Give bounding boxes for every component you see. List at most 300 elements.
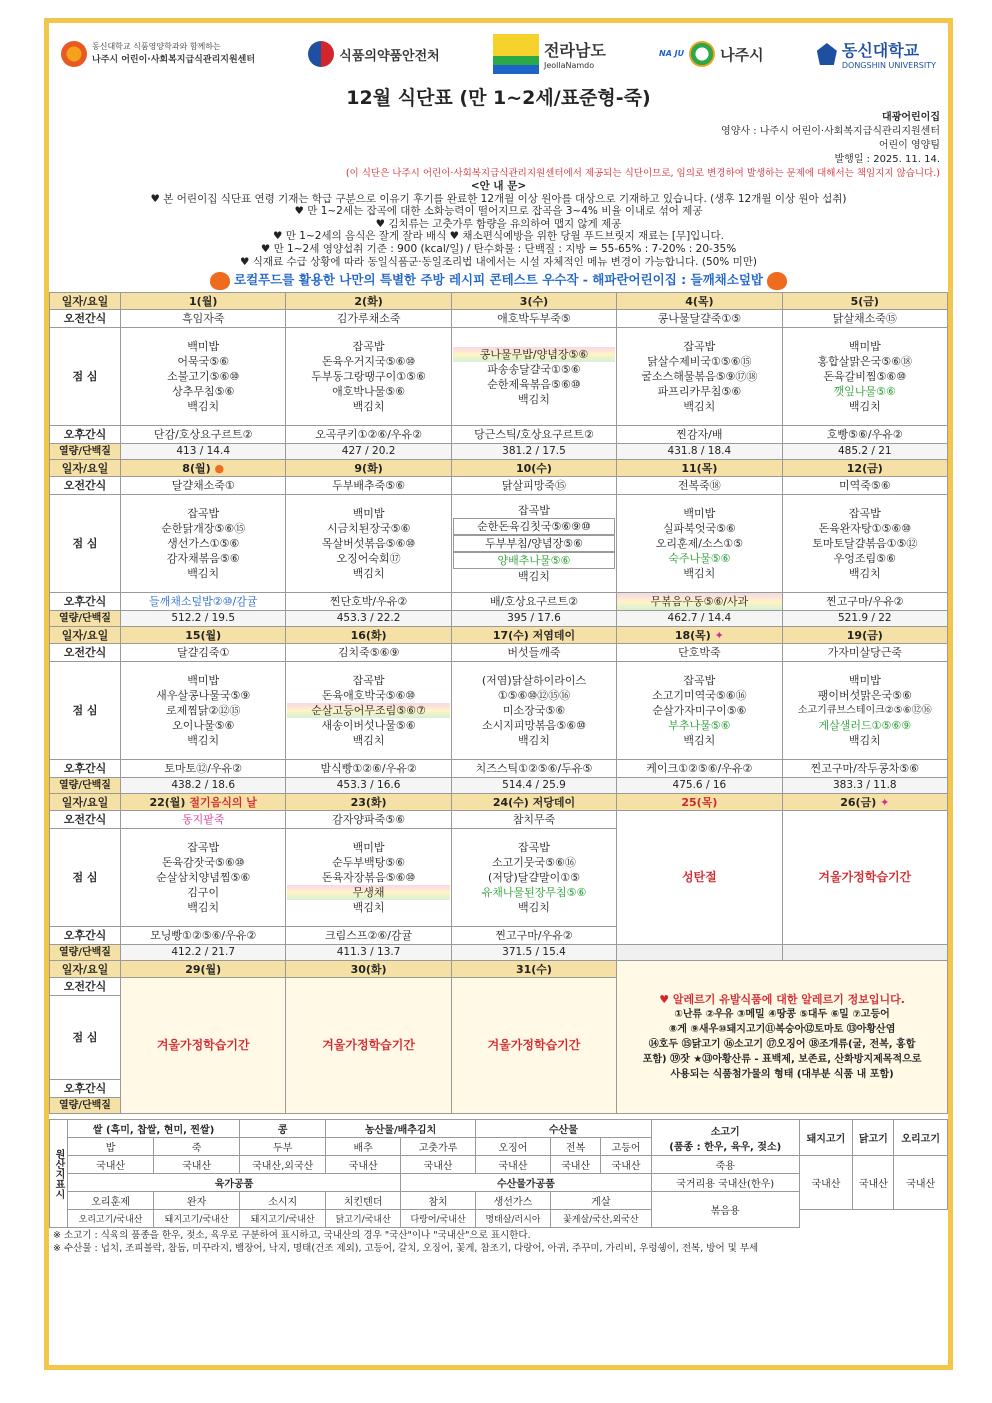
day-cell: 1(월): [121, 293, 286, 310]
chicken-origin: 국내산: [853, 1156, 894, 1210]
origin-sub: 배추: [326, 1138, 401, 1156]
day-cell: 5(금): [782, 293, 947, 310]
dish: 우엉조림⑤⑥: [833, 552, 896, 566]
pm-snack: 들깨채소덮밥②⑩/감귤: [121, 593, 286, 611]
dish: 잡곡밥: [187, 841, 220, 855]
dish: 백미밥: [848, 340, 881, 354]
dish: 소고기큐브스테이크②⑤⑥⑫⑯: [797, 705, 932, 717]
dish: 애호박나물⑤⑥: [332, 385, 406, 399]
dish: 잡곡밥: [352, 340, 385, 354]
nutrition-value: 521.9 / 22: [782, 611, 947, 627]
dish: 콩나물무밥/양념장⑤⑥: [453, 347, 615, 362]
nutrition-row: [50, 611, 948, 627]
dish: ①⑤⑥⑩⑫⑮⑯: [497, 689, 571, 703]
dish: 오징어숙회⑰: [336, 552, 401, 566]
dish: 유채나물된장무침⑤⑥: [481, 886, 587, 900]
am-snack: 콩나물달걀죽①⑤: [617, 310, 782, 328]
day-label: 일자/요일: [50, 961, 121, 978]
origin-sub: 게살: [550, 1192, 651, 1210]
dish: 잡곡밥: [518, 504, 550, 518]
pm-label: 오후간식: [50, 760, 121, 778]
nutrition-value: 383.3 / 11.8: [782, 778, 947, 794]
dish: 돈육갈비찜⑤⑥⑩: [823, 370, 907, 384]
lunch-label: 점 심: [50, 328, 121, 426]
lunch-row: [50, 328, 948, 426]
origin-value: 돼지고기/국내산: [154, 1210, 240, 1228]
dish: 백미밥: [352, 507, 385, 521]
pm-snack: 치즈스틱①②⑤⑥/두유⑤: [451, 760, 616, 778]
lunch-label: 점 심: [50, 829, 121, 927]
dish: 백미밥: [683, 507, 716, 521]
lunch-row: [50, 495, 948, 593]
am-snack: 김가루채소죽: [286, 310, 451, 328]
dish: 실파북엇국⑤⑥: [662, 522, 736, 536]
am-snack: 두부배추죽⑤⑥: [286, 477, 451, 495]
nutrition-value: 512.2 / 19.5: [121, 611, 286, 627]
dish: 닭살수제비국①⑤⑥⑮: [647, 355, 752, 369]
am-snack: 가자미살당근죽: [782, 644, 947, 662]
nutrition-label: 열량/단백질: [50, 778, 121, 794]
dish: 잡곡밥: [683, 340, 716, 354]
dish: 두부동그랑땡구이①⑤⑥: [311, 370, 426, 384]
day-cell: [617, 627, 782, 644]
lunch-cell: [286, 495, 451, 593]
nutrition-label: 열량/단백질: [50, 945, 121, 961]
duck-origin: 국내산: [894, 1156, 948, 1210]
day-header-row: [50, 293, 948, 310]
am-label: 오전간식: [50, 310, 121, 328]
lunch-cell: [121, 328, 286, 426]
origin-header: 수산물: [475, 1120, 651, 1138]
dish: 시금치된장국⑤⑥: [326, 522, 411, 536]
am-snack: 닭살채소죽⑮: [782, 310, 947, 328]
lunch-cell: [121, 662, 286, 760]
lunch-cell: [782, 662, 947, 760]
naju-emblem-icon: [689, 41, 715, 67]
mfds-logo: [308, 41, 439, 67]
dish: 백김치: [352, 734, 385, 748]
day-label: 일자/요일: [50, 460, 121, 477]
day-cell: 9(화): [286, 460, 451, 477]
am-snack: 흑임자죽: [121, 310, 286, 328]
dish: 순살삼치양념찜⑤⑥: [156, 871, 251, 885]
center-logo-line2: 나주시 어린이·사회복지급식관리지원센터: [92, 55, 256, 66]
nutrition-value: 453.3 / 22.2: [286, 611, 451, 627]
day-text: 18(목): [674, 628, 711, 642]
origin-sub: 생선가스: [475, 1192, 550, 1210]
issue-date: 발행일 : 2025. 11. 14.: [834, 154, 940, 165]
special-day-label: 절기음식의 날: [189, 795, 257, 809]
empty-cell: [782, 945, 947, 961]
origin-table: [49, 1119, 948, 1228]
am-snack: 닭살피망죽⑮: [451, 477, 616, 495]
origin-header: 육가공품: [68, 1174, 401, 1192]
dish: 김구이: [187, 886, 220, 900]
dongshin-label: 동신대학교: [841, 40, 920, 60]
dish: 소고기미역국⑤⑥⑯: [652, 689, 747, 703]
dish: 순두부백탕⑤⑥: [332, 856, 406, 870]
lunch-cell: [286, 328, 451, 426]
nutrition-value: 453.3 / 16.6: [286, 778, 451, 794]
pm-label: 오후간식: [50, 927, 121, 945]
origin-sub: 밥: [68, 1138, 154, 1156]
center-logo: [61, 41, 255, 67]
dish: 백김치: [518, 734, 550, 748]
disclaimer: (이 식단은 나주시 어린이·사회복지급식관리지원센터에서 제공되는 식단이므로, 임의로 변경하여 발생하는 문제에 대해서는 책임지지 않습니다.): [345, 168, 940, 179]
day-cell: 30(화): [286, 961, 451, 978]
day-cell: 23(화): [286, 794, 451, 811]
lunch-cell: [286, 662, 451, 760]
nutrition-value: 381.2 / 17.5: [451, 444, 616, 460]
dish: 백김치: [187, 400, 220, 414]
origin-header: 콩: [240, 1120, 326, 1138]
issuer-info: [49, 111, 948, 167]
dish: 백미밥: [352, 841, 385, 855]
jeonnam-logo: [493, 34, 606, 74]
origin-sub: 소시지: [240, 1192, 326, 1210]
dish: 백미밥: [187, 674, 220, 688]
pm-snack: 크림스프②⑥/감귤: [286, 927, 451, 945]
am-snack: 미역죽⑤⑥: [782, 477, 947, 495]
notice-line: ♥ 김치류는 고춧가루 함량을 유의하여 맵지 않게 제공: [375, 217, 622, 230]
closed-cell: 겨울가정학습기간: [451, 978, 616, 1114]
origin-value: 국내산: [326, 1156, 401, 1174]
dish: 파프리카무침⑤⑥: [657, 385, 742, 399]
origin-notes: [49, 1228, 948, 1256]
dish: 잡곡밥: [848, 507, 881, 521]
daycare-name: 대광어린이집: [882, 112, 940, 123]
allergy-line: ⑭호두 ⑮닭고기 ⑯소고기 ⑰오징어 ⑱조개류(굴, 전복, 홍합: [648, 1039, 916, 1051]
pm-snack: 단감/호상요구르트②: [121, 426, 286, 444]
beef-sub: (품종 : 한우, 육우, 젖소): [669, 1141, 782, 1153]
beef-origin: 국내산(한우): [718, 1179, 775, 1191]
origin-value: 국내산: [154, 1156, 240, 1174]
center-emblem-icon: [61, 41, 87, 67]
pm-snack: 호빵⑤⑥/우유②: [782, 426, 947, 444]
lunch-label: 점 심: [50, 662, 121, 760]
nutrition-row: [50, 778, 948, 794]
dish: 백김치: [848, 734, 881, 748]
dish: 무생채: [287, 885, 449, 900]
pm-snack: 당근스틱/호상요구르트②: [451, 426, 616, 444]
dish: 새송이버섯나물⑤⑥: [321, 719, 416, 733]
pm-label: 오후간식: [50, 593, 121, 611]
am-snack-row: [50, 811, 948, 829]
beef-use: 볶음용: [651, 1192, 799, 1228]
dish: 돈육우거지국⑤⑥⑩: [321, 355, 416, 369]
day-cell: 2(화): [286, 293, 451, 310]
dish: 잡곡밥: [352, 674, 385, 688]
nutritionist: 영양사 : 나주시 어린이·사회복지급식관리지원센터: [721, 126, 940, 137]
pumpkin-icon: [210, 272, 230, 290]
pm-snack: 찐단호박/우유②: [286, 593, 451, 611]
page-title: 12월 식단표 (만 1~2세/표준형-죽): [346, 87, 651, 109]
beef-header: 소고기: [710, 1126, 740, 1138]
dish: 백미밥: [848, 674, 881, 688]
day-cell: 25(목): [617, 794, 782, 811]
logo-bar: [49, 23, 948, 85]
notice-line: ♥ 만 1~2세 영양섭취 기준 : 900 (kcal/일) / 탄수화물 : 단백질 : 지방 = 55-65% : 7-20% : 20-35%: [260, 242, 737, 255]
taeguk-icon: [308, 41, 334, 67]
pm-snack: 찐감자/배: [617, 426, 782, 444]
dish: 파송송달걀국①⑤⑥: [487, 362, 581, 376]
dish: 감자채볶음⑤⑥: [166, 552, 240, 566]
dish: 게살샐러드①⑤⑥⑨: [818, 719, 912, 733]
dish: 토마토달걀볶음①⑤⑫: [812, 537, 918, 551]
dongshin-en-label: DONGSHIN UNIVERSITY: [841, 60, 936, 70]
pm-snack: 찐고구마/우유②: [782, 593, 947, 611]
naju-label: 나주시: [720, 45, 764, 64]
lunch-cell: [617, 328, 782, 426]
lunch-cell: [451, 495, 616, 593]
nutrition-value: 412.2 / 21.7: [121, 945, 286, 961]
am-snack-row: [50, 310, 948, 328]
dish: 순살가자미구이⑤⑥: [652, 704, 747, 718]
dish: 돈육애호박국⑤⑥⑩: [321, 689, 416, 703]
holiday-cell: 성탄절: [617, 811, 782, 945]
notice: [49, 180, 948, 268]
allergy-line: 포함) ⑲잣 ★⑬아황산류 - 표백제, 보존료, 산화방지제목적으로: [642, 1054, 922, 1066]
day-cell: [782, 794, 947, 811]
am-snack: 감자양파죽⑤⑥: [286, 811, 451, 829]
notice-line: ♥ 본 어린이집 식단표 연령 기재는 학급 구분으로 이유기 후기를 완료한 12개월 이상 원아를 대상으로 기재하고 있습니다. (생후 12개월 이상 원아 섭취): [150, 192, 847, 205]
closed-cell: 겨울가정학습기간: [286, 978, 451, 1114]
origin-header: 농산물/배추김치: [326, 1120, 476, 1138]
origin-value: 돼지고기/국내산: [240, 1210, 326, 1228]
am-snack-row: [50, 477, 948, 495]
origin-sub: 치킨텐더: [326, 1192, 401, 1210]
origin-side-label: 원산지표시: [50, 1120, 68, 1228]
nutrition-value: 485.2 / 21: [782, 444, 947, 460]
origin-value: 국내산: [475, 1156, 550, 1174]
day-cell: 15(월): [121, 627, 286, 644]
dish: 백김치: [187, 901, 220, 915]
dish: 목살버섯볶음⑤⑥⑩: [321, 537, 416, 551]
notice-line: ♥ 만 1~2세는 잡곡에 대한 소화능력이 떨어지므로 잡곡을 3~4% 비율 이내로 섞어 제공: [294, 205, 703, 218]
party-icon: ✦: [714, 628, 724, 642]
nutrition-value: 475.6 / 16: [617, 778, 782, 794]
day-header-row: [50, 627, 948, 644]
am-label: 오전간식: [50, 644, 121, 662]
beef-use: 죽용: [651, 1156, 799, 1174]
am-snack: 동지팥죽: [121, 811, 286, 829]
contest-text: 로컬푸드를 활용한 나만의 특별한 주방 레시피 콘테스트 우수작 - 해파란어린이집 : 들깨채소덮밥: [234, 272, 763, 288]
pm-label: 오후간식: [50, 1080, 121, 1098]
dish: 미소장국⑤⑥: [502, 704, 566, 718]
origin-header: 오리고기: [894, 1120, 948, 1156]
lunch-cell: [451, 328, 616, 426]
mfds-label: 식품의약품안전처: [339, 48, 440, 64]
day-cell: 29(월): [121, 961, 286, 978]
pork-origin: 국내산: [799, 1156, 853, 1210]
pumpkin-icon: [767, 272, 787, 290]
empty-cell: [617, 945, 782, 961]
day-cell: [121, 460, 286, 477]
day-cell: 12(금): [782, 460, 947, 477]
lunch-cell: [617, 662, 782, 760]
dongshin-logo: [817, 38, 936, 71]
am-snack: 단호박죽: [617, 644, 782, 662]
lunch-label: 점 심: [50, 495, 121, 593]
origin-value: 국내산: [601, 1156, 651, 1174]
pm-snack: 토마토⑫/우유②: [121, 760, 286, 778]
day-header-row: [50, 794, 948, 811]
pm-snack: 찐고구마/작두콩차⑤⑥: [782, 760, 947, 778]
dish: 새우살콩나물국⑤⑨: [156, 689, 251, 703]
nutrition-label: 열량/단백질: [50, 611, 121, 627]
dish: 숙주나물⑤⑥: [668, 552, 731, 566]
lunch-cell: [451, 662, 616, 760]
lunch-cell: [286, 829, 451, 927]
dish: (저당)달걀말이①⑤: [487, 871, 580, 885]
origin-header: [651, 1120, 799, 1156]
dish: 소시지피망볶음⑤⑥⑩: [481, 719, 586, 733]
am-snack: 전복죽⑱: [617, 477, 782, 495]
day-cell: 24(수) 저당데이: [451, 794, 616, 811]
pm-snack-row: [50, 593, 948, 611]
dish: 소불고기⑤⑥⑩: [167, 370, 240, 384]
dish: 백김치: [683, 400, 716, 414]
nutrition-row: [50, 444, 948, 460]
pm-snack: 배/호상요구르트②: [451, 593, 616, 611]
dish: 잡곡밥: [187, 507, 220, 521]
am-snack: 참치무죽: [451, 811, 616, 829]
nutrition-label: 열량/단백질: [50, 1098, 121, 1114]
nutrition-value: 514.4 / 25.9: [451, 778, 616, 794]
origin-value: 명태살/러시아: [475, 1210, 550, 1228]
allergy-line: ⑧게 ⑨새우⑩돼지고기⑪복숭아⑫토마토 ⑬아황산염: [668, 1024, 896, 1036]
day-cell: 17(수) 저염데이: [451, 627, 616, 644]
dish: 백김치: [518, 901, 550, 915]
jeonnam-emblem-icon: [493, 34, 539, 74]
dish: 돈육감잣국⑤⑥⑩: [161, 856, 245, 870]
pm-snack: 케이크①②⑤⑥/우유②: [617, 760, 782, 778]
am-snack-row: [50, 644, 948, 662]
notice-heading: <안 내 문>: [470, 180, 527, 192]
dish: 두부부침/양념장⑤⑥: [453, 535, 615, 552]
lunch-label: 점 심: [50, 996, 121, 1080]
day-header-row: [50, 961, 948, 978]
pm-label: 오후간식: [50, 426, 121, 444]
pm-snack: 모닝빵①②⑤⑥/우유②: [121, 927, 286, 945]
pm-snack: 밤식빵①②⑥/우유②: [286, 760, 451, 778]
origin-sub: 두부: [240, 1138, 326, 1156]
pm-snack: 무볶음우동⑤⑥/사과: [617, 593, 782, 611]
dish: 돈육완자탕①⑤⑥⑩: [818, 522, 912, 536]
am-label: 오전간식: [50, 811, 121, 829]
dish: 잡곡밥: [518, 841, 550, 855]
center-logo-line1: 동신대학교 식품영양학과와 함께하는: [92, 41, 221, 51]
dish: 부추나물⑤⑥: [668, 719, 731, 733]
beef-use: [651, 1174, 799, 1192]
dish: 오이나물⑤⑥: [172, 719, 235, 733]
dish: 백김치: [352, 400, 385, 414]
dish: 백김치: [848, 400, 881, 414]
nutrition-value: 438.2 / 18.6: [121, 778, 286, 794]
day-text: 8(월): [182, 461, 211, 475]
day-cell: 16(화): [286, 627, 451, 644]
lunch-cell: [782, 328, 947, 426]
dish: 소고기뭇국⑤⑥⑯: [492, 856, 576, 870]
dish: 순한제육볶음⑤⑥⑩: [487, 377, 581, 391]
origin-value: 꽃게살/국산,외국산: [550, 1210, 651, 1228]
dish: 백김치: [187, 567, 220, 581]
origin-value: 국내산,외국산: [240, 1156, 326, 1174]
lunch-cell: [617, 495, 782, 593]
day-text: 22(월): [149, 795, 186, 809]
dish: 백김치: [352, 901, 385, 915]
origin-sub: 오리훈제: [68, 1192, 154, 1210]
origin-value: 국내산: [550, 1156, 600, 1174]
day-cell: 4(목): [617, 293, 782, 310]
dish: 굴소스해물볶음⑤⑨⑰⑱: [641, 370, 758, 384]
origin-header: 닭고기: [853, 1120, 894, 1156]
lunch-cell: [782, 495, 947, 593]
origin-value: 닭고기/국내산: [326, 1210, 401, 1228]
lunch-cell: [121, 829, 286, 927]
dish: 홍합살맑은국⑤⑥⑱: [817, 355, 913, 369]
dish: 돈육자장볶음⑤⑥⑩: [321, 871, 416, 885]
dish: 백김치: [683, 734, 716, 748]
pm-snack-row: [50, 426, 948, 444]
nutrition-label: 열량/단백질: [50, 444, 121, 460]
origin-value: 오리고기/국내산: [68, 1210, 154, 1228]
origin-value: 다랑어/국내산: [401, 1210, 476, 1228]
menu-table: [49, 292, 948, 1114]
dish: 백김치: [352, 567, 385, 581]
origin-value: 국내산: [68, 1156, 154, 1174]
day-cell: 11(목): [617, 460, 782, 477]
dongshin-emblem-icon: [817, 43, 837, 65]
naju-brand: NA JU: [659, 49, 685, 59]
nutrition-value: 371.5 / 15.4: [451, 945, 616, 961]
nutrition-value: 411.3 / 13.7: [286, 945, 451, 961]
origin-sub: 참치: [401, 1192, 476, 1210]
nutrition-value: 413 / 14.4: [121, 444, 286, 460]
dish: 순한닭개장⑤⑥⑮: [161, 522, 246, 536]
day-header-row: [50, 460, 948, 477]
closed-cell: 겨울가정학습기간: [121, 978, 286, 1114]
allergy-title: ♥ 알레르기 유발식품에 대한 알레르기 정보입니다.: [659, 993, 905, 1007]
am-snack: 김치죽⑤⑥⑨: [286, 644, 451, 662]
dish: 생선가스①⑤⑥: [167, 537, 240, 551]
nutrition-value: 427 / 20.2: [286, 444, 451, 460]
pm-snack: 찐고구마/우유②: [451, 927, 616, 945]
menu-sheet: [49, 23, 948, 1365]
am-label: 오전간식: [50, 477, 121, 495]
dish: 깻잎나물⑤⑥: [833, 385, 896, 399]
pm-snack-row: [50, 760, 948, 778]
day-label: 일자/요일: [50, 794, 121, 811]
origin-sub: 죽: [154, 1138, 240, 1156]
origin-sub: 오징어: [475, 1138, 550, 1156]
dish: 팽이버섯맑은국⑤⑥: [817, 689, 912, 703]
day-cell: 19(금): [782, 627, 947, 644]
allergy-info: [617, 961, 948, 1114]
origin-header: 수산물가공품: [401, 1174, 652, 1192]
lunch-cell: [121, 495, 286, 593]
dish: 상추무침⑤⑥: [172, 385, 235, 399]
dish: 백김치: [683, 567, 716, 581]
am-snack: 버섯들깨죽: [451, 644, 616, 662]
jeonnam-label: 전라남도: [543, 40, 606, 60]
pumpkin-icon: ●: [214, 461, 225, 475]
am-snack: 애호박두부죽⑤: [451, 310, 616, 328]
allergy-line: ①난류 ②우유 ③메밀 ④땅콩 ⑤대두 ⑥밀 ⑦고등어: [674, 1009, 890, 1021]
pm-snack: 오곡쿠키①②⑥/우유②: [286, 426, 451, 444]
dish: 순한돈육김칫국⑤⑥⑨⑩: [453, 518, 615, 535]
day-label: 일자/요일: [50, 627, 121, 644]
